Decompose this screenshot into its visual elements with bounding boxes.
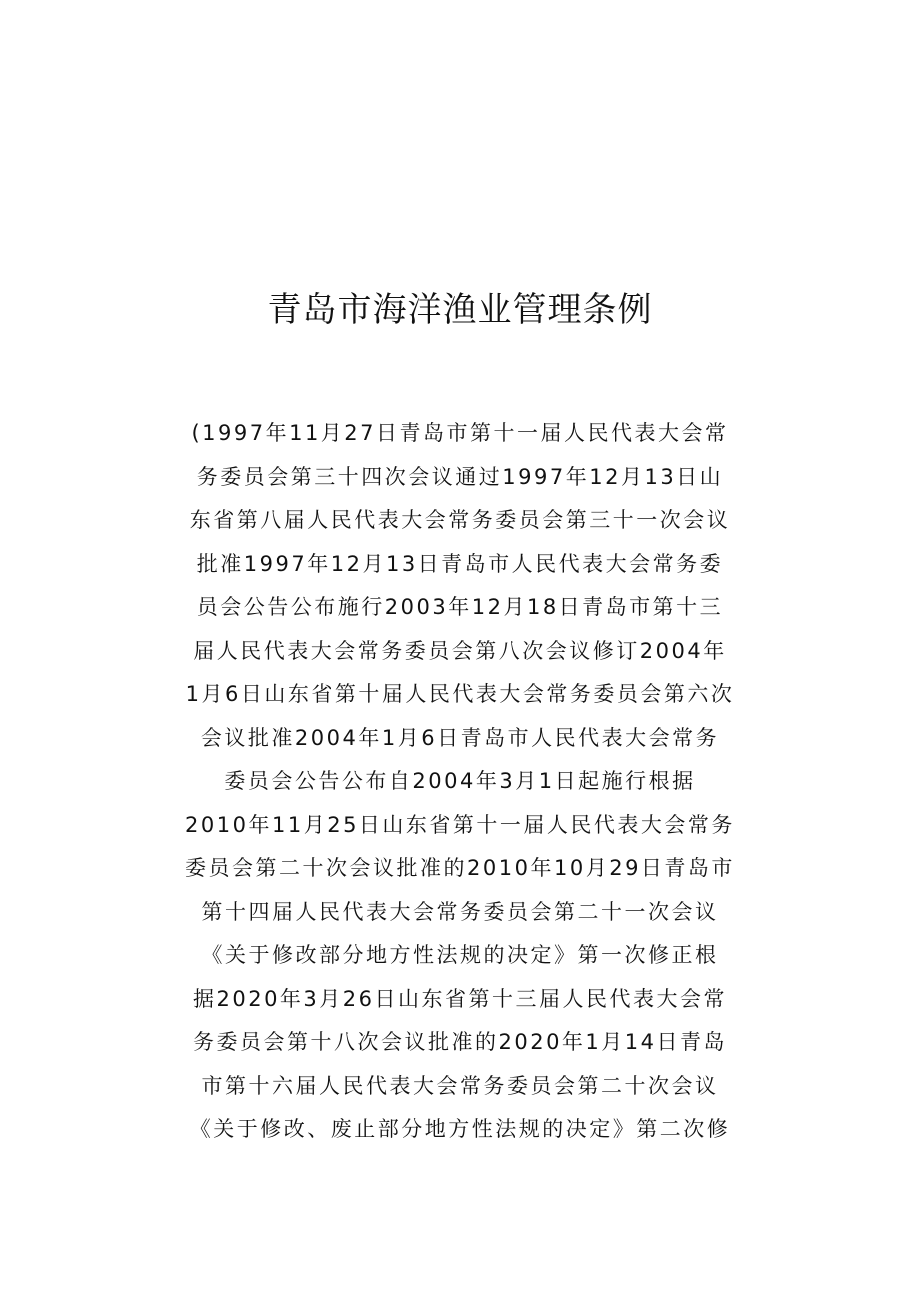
preamble-line: 据2020年3月26日山东省第十三届人民代表大会常 — [192, 986, 728, 1011]
preamble-line: 批准1997年12月13日青岛市人民代表大会常务委 — [196, 551, 724, 576]
preamble-line: 务委员会第十八次会议批准的2020年1月14日青岛 — [192, 1030, 728, 1054]
preamble-line: 会议批准2004年1月6日青岛市人民代表大会常务 — [200, 725, 720, 750]
preamble-line: 《关于修改、废止部分地方性法规的决定》第二次修 — [189, 1117, 731, 1141]
preamble-line: 务委员会第三十四次会议通过1997年12月13日山 — [196, 464, 724, 489]
preamble-line: 东省第八届人民代表大会常务委员会第三十一次会议 — [189, 508, 731, 532]
preamble-block — [180, 412, 740, 1152]
preamble-line: 委员会第二十次会议批准的2010年10月29日青岛市 — [185, 856, 735, 880]
document-title: 青岛市海洋渔业管理条例 — [267, 290, 653, 330]
preamble-line: 第十四届人民代表大会常务委员会第二十一次会议 — [201, 899, 719, 924]
preamble-line: 员会公告公布施行2003年12月18日青岛市第十三 — [196, 595, 724, 619]
preamble-line: 市第十六届人民代表大会常务委员会第二十次会议 — [201, 1073, 719, 1098]
preamble-line: 2010年11月25日山东省第十一届人民代表大会常务 — [185, 812, 735, 837]
preamble-line: (1997年11月27日青岛市第十一届人民代表大会常 — [191, 421, 729, 445]
preamble-line: 《关于修改部分地方性法规的决定》第一次修正根 — [201, 943, 719, 967]
preamble-line: 1月6日山东省第十届人民代表大会常务委员会第六次 — [185, 682, 735, 706]
preamble-line: 届人民代表大会常务委员会第八次会议修订2004年 — [193, 638, 727, 663]
preamble-line: 委员会公告公布自2004年3月1日起施行根据 — [224, 769, 696, 793]
